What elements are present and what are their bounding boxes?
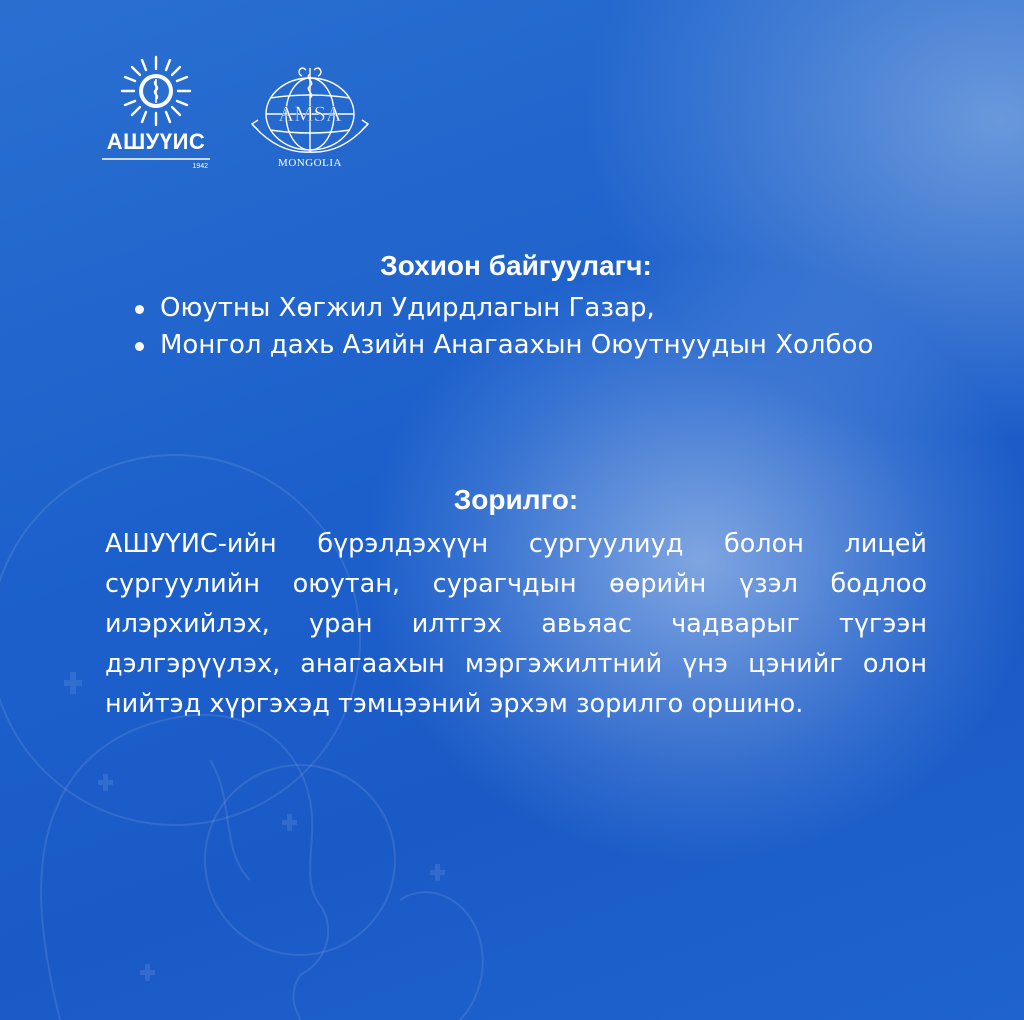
ashuuis-logo	[100, 55, 212, 175]
ashuuis-emblem-icon	[120, 55, 192, 127]
list-item	[105, 327, 927, 364]
amsa-country-label: MONGOLIA	[278, 157, 342, 169]
goal-description: АШУҮИС-ийн бүрэлдэхүүн сургуулиуд болон лицей сургуулийн оюутан, сурагчдын өөрийн үзэл бодлоо илэрхийлэх, уран илтгэх авьяас чадварыг түгээн дэлгэрүүлэх, анагаахын мэргэжилтний үнэ цэнийг олон нийтэд хүргэхэд тэмцээний эрхэм зорилго оршино.	[105, 529, 927, 719]
organizer-name: Монгол дахь Азийн Анагаахын Оюутнуудын Холбоо	[160, 330, 874, 360]
goal-heading: Зорилго:	[453, 484, 579, 515]
bullet-icon	[135, 342, 144, 351]
organizers-list	[105, 290, 927, 364]
bullet-icon	[135, 305, 144, 314]
organizers-heading: Зохион байгуулагч:	[380, 250, 652, 281]
amsa-wordmark: AMSA	[278, 101, 342, 126]
list-item	[105, 290, 927, 327]
ashuuis-founding-year: 1942	[192, 163, 208, 170]
amsa-emblem-icon	[248, 62, 372, 158]
organizer-name: Оюутны Хөгжил Удирдлагын Газар,	[160, 293, 655, 323]
amsa-logo	[248, 62, 372, 174]
ashuuis-wordmark: АШУҮИС	[106, 129, 206, 154]
